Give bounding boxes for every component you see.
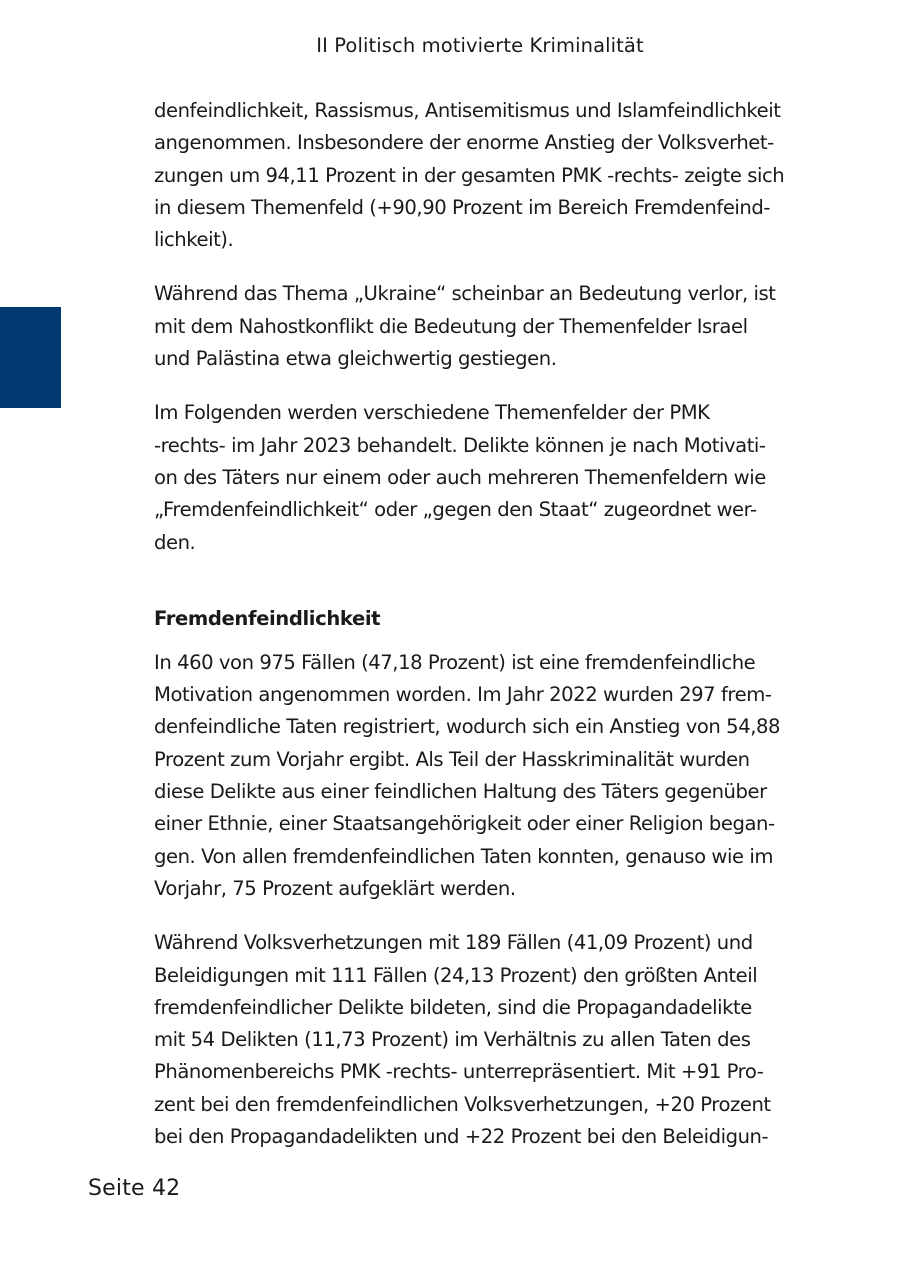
paragraph-4: [154, 647, 814, 905]
text-line: Vorjahr, 75 Prozent aufgeklärt werden.: [154, 876, 516, 900]
page-body: [154, 95, 814, 1153]
paragraph-3: [154, 397, 814, 558]
text-line: „Fremdenfeindlichkeit“ oder „gegen den Staat“ zugeordnet wer-: [154, 498, 757, 522]
text-line: denfeindlichkeit, Rassismus, Antisemitismus und Islamfeindlichkeit: [154, 99, 781, 122]
text-line: mit dem Nahostkonflikt die Bedeutung der Themenfelder Israel: [154, 314, 748, 338]
text-line: bei den Propagandadelikten und +22 Prozent bei den Beleidigun-: [154, 1125, 769, 1149]
paragraph-2: [154, 278, 814, 375]
text-line: Prozent zum Vorjahr ergibt. Als Teil der Hasskriminalität wurden: [154, 747, 750, 771]
text-line: angenommen. Insbesondere der enorme Anstieg der Volksverhet-: [154, 131, 774, 155]
text-line: und Palästina etwa gleichwertig gestiegen.: [154, 347, 557, 371]
text-line: gen. Von allen fremdenfeindlichen Taten konnten, genauso wie im: [154, 844, 773, 868]
page-number: Seite 42: [88, 1176, 181, 1201]
paragraph-5: [154, 927, 814, 1153]
text-line: zent bei den fremdenfeindlichen Volksverhetzungen, +20 Prozent: [154, 1092, 771, 1116]
text-line: in diesem Themenfeld (+90,90 Prozent im Bereich Fremdenfeind-: [154, 195, 770, 219]
text-line: diese Delikte aus einer feindlichen Haltung des Täters gegenüber: [154, 780, 767, 804]
text-line: den.: [154, 530, 196, 554]
text-line: Beleidigungen mit 111 Fällen (24,13 Prozent) den größten Anteil: [154, 963, 758, 987]
text-line: In 460 von 975 Fällen (47,18 Prozent) ist eine fremdenfeindliche: [154, 650, 756, 674]
text-line: fremdenfeindlicher Delikte bildeten, sind die Propagandadelikte: [154, 995, 752, 1019]
paragraph-1: [154, 95, 814, 256]
text-line: Während das Thema „Ukraine“ scheinbar an Bedeutung verlor, ist: [154, 282, 776, 306]
text-line: -rechts- im Jahr 2023 behandelt. Delikte können je nach Motivati-: [154, 433, 766, 457]
text-line: einer Ethnie, einer Staatsangehörigkeit oder einer Religion began-: [154, 812, 775, 836]
text-line: lichkeit).: [154, 228, 234, 252]
text-line: zungen um 94,11 Prozent in der gesamten PMK -rechts- zeigte sich: [154, 163, 785, 187]
text-line: on des Täters nur einem oder auch mehreren Themenfeldern wie: [154, 465, 766, 489]
text-line: Während Volksverhetzungen mit 189 Fällen (41,09 Prozent) und: [154, 931, 753, 955]
text-line: Im Folgenden werden verschiedene Themenfelder der PMK: [154, 401, 710, 425]
chapter-side-marker: [0, 307, 61, 408]
section-heading: Fremdenfeindlichkeit: [154, 606, 381, 630]
text-line: Motivation angenommen worden. Im Jahr 2022 wurden 297 frem-: [154, 683, 772, 707]
text-line: denfeindliche Taten registriert, wodurch sich ein Anstieg von 54,88: [154, 715, 781, 739]
running-header: II Politisch motivierte Kriminalität: [316, 34, 644, 57]
text-line: Phänomenbereichs PMK -rechts- unterrepräsentiert. Mit +91 Pro-: [154, 1060, 764, 1084]
text-line: mit 54 Delikten (11,73 Prozent) im Verhältnis zu allen Taten des: [154, 1028, 751, 1052]
